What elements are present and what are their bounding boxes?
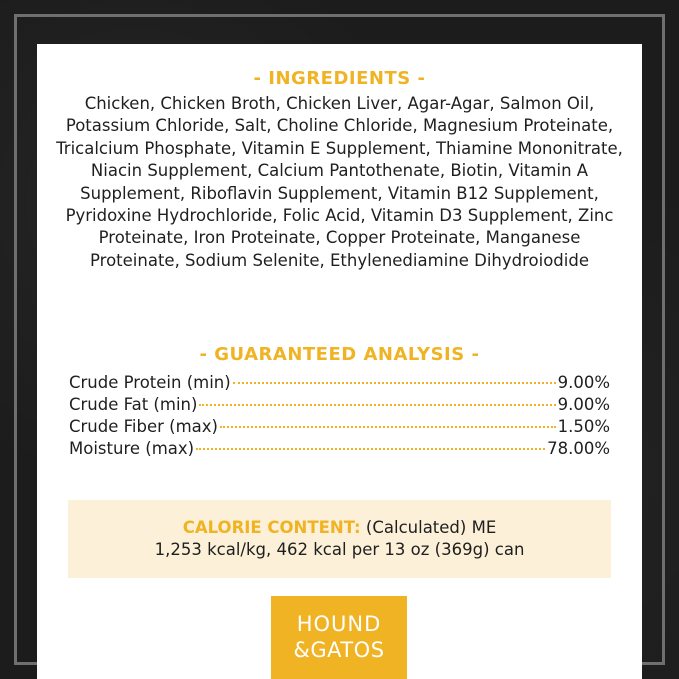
analysis-value: 1.50% — [557, 417, 610, 436]
ingredients-heading: - INGREDIENTS - — [253, 68, 426, 89]
analysis-row-moisture — [69, 438, 610, 460]
calorie-method: (Calculated) ME — [365, 518, 497, 537]
analysis-label: Crude Fiber (max) — [69, 417, 218, 436]
ingredients-list: Chicken, Chicken Broth, Chicken Liver, Agar-Agar, Salmon Oil, Potassium Chloride, Salt, Choline Chloride, Magnesium Proteinate, Tricalcium Phosphate, Vitamin E Supplement, Thiamine Mononitrate, Niacin Supplement, Calcium Pantothenate, Biotin, Vitamin A Supplement, Riboflavin Supplement, Vitamin B12 Supplement, Pyridoxine Hydrochloride, Folic Acid, Vitamin D3 Supplement, Zinc Proteinate, Iron Proteinate, Copper Proteinate, Manganese Proteinate, Sodium Selenite, Ethylenediamine Dihydroiodide — [56, 94, 623, 270]
analysis-row-fiber — [69, 416, 610, 438]
analysis-row-protein — [69, 372, 610, 394]
brand-logo — [271, 596, 407, 679]
dotted-leader — [199, 404, 555, 406]
analysis-value: 9.00% — [557, 395, 610, 414]
analysis-row-fat — [69, 394, 610, 416]
calorie-line-2: 1,253 kcal/kg, 462 kcal per 13 oz (369g) can — [154, 540, 525, 559]
dotted-leader — [196, 448, 545, 450]
guaranteed-analysis-heading: - GUARANTEED ANALYSIS - — [199, 344, 480, 365]
analysis-label: Moisture (max) — [69, 439, 195, 458]
analysis-label: Crude Protein (min) — [69, 373, 231, 392]
analysis-value: 9.00% — [557, 373, 610, 392]
dotted-leader — [233, 382, 556, 384]
nutrition-panel — [37, 44, 642, 679]
analysis-label: Crude Fat (min) — [69, 395, 198, 414]
logo-line-1: HOUND — [296, 612, 382, 636]
logo-line-2: &GATOS — [293, 638, 385, 662]
calorie-title: CALORIE CONTENT: — [182, 518, 361, 537]
dotted-leader — [220, 426, 556, 428]
guaranteed-analysis-table — [69, 372, 610, 460]
calorie-content-box — [68, 500, 611, 578]
analysis-value: 78.00% — [547, 439, 610, 458]
calorie-line-1 — [68, 517, 611, 539]
